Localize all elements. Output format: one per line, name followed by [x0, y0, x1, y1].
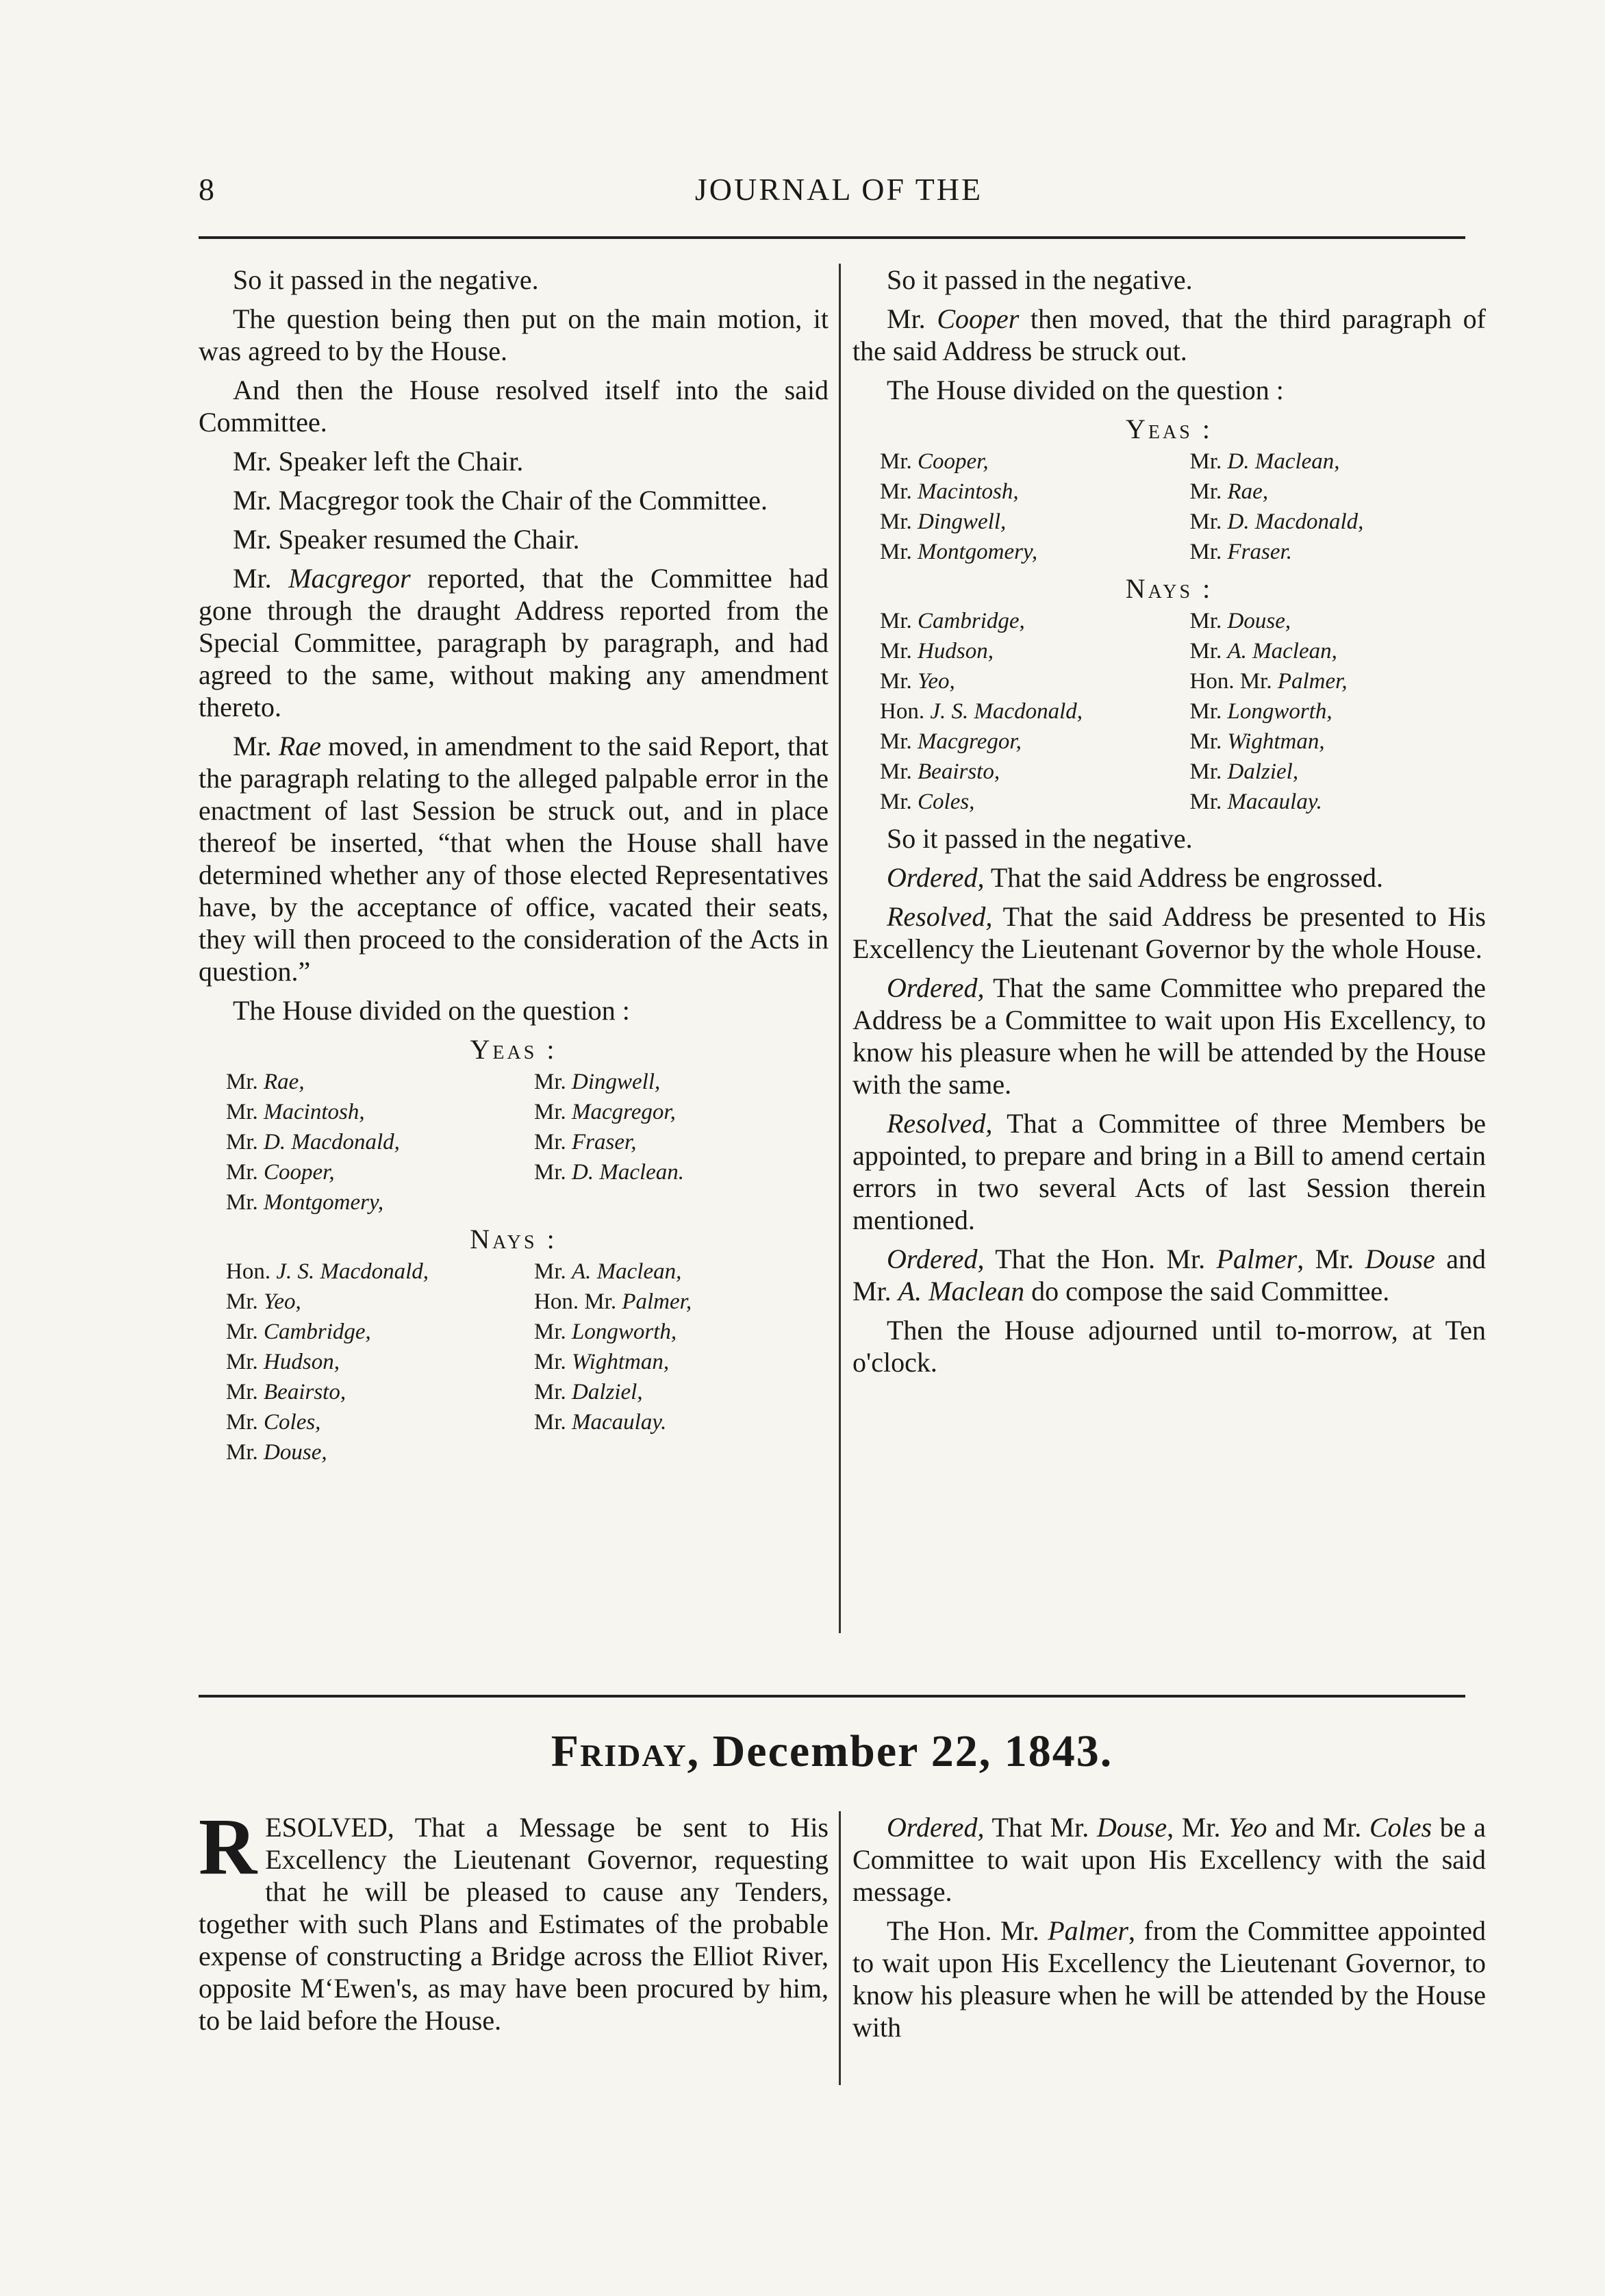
date-heading: Friday, December 22, 1843. — [551, 1726, 1113, 1776]
member-name: Macgregor — [288, 563, 411, 594]
friday-right-column — [852, 1811, 1486, 2050]
vote-member — [534, 1187, 829, 1218]
friday-left-column — [199, 1802, 829, 2043]
vote-member: Mr. Hudson, — [880, 639, 994, 664]
paragraph: Ordered, That Mr. Douse, Mr. Yeo and Mr. Coles be a Committee to wait upon His Excellency with the said message. — [852, 1812, 1487, 1907]
drop-cap: R — [199, 1802, 257, 1891]
header-rule — [199, 236, 1465, 239]
paragraph: Ordered, That the Hon. Mr. Palmer, Mr. Douse and Mr. A. Maclean do compose the said Committee. — [852, 1244, 1487, 1307]
vote-member: Mr. Macaulay. — [534, 1410, 667, 1435]
paragraph: So it passed in the negative. — [887, 264, 1193, 295]
vote-member: Mr. Cambridge, — [226, 1320, 371, 1344]
paragraph: The Hon. Mr. Palmer, from the Committee appointed to wait upon His Excellency the Lieutenant Governor, to know his pleasure when he will be attended by the House with — [852, 1915, 1486, 2043]
page-header — [199, 171, 1479, 226]
paragraph: Ordered, That the same Committee who prepared the Address be a Committee to wait upon His Excellency, to know his pleasure when he will be attended by the House with the same. — [852, 972, 1486, 1100]
vote-member: Hon. Mr. Palmer, — [534, 1289, 692, 1314]
vote-member: Mr. D. Maclean. — [534, 1160, 685, 1185]
paragraph: So it passed in the negative. — [887, 823, 1193, 854]
vote-member: Mr. Macgregor, — [534, 1100, 676, 1124]
vote-member: Mr. Beairsto, — [226, 1380, 346, 1404]
nays-heading: Nays : — [470, 1224, 557, 1254]
paragraph: RESOLVED, That a Message be sent to His Excellency the Lieutenant Governor, requesting that he will be pleased to cause any Tenders, together with such Plans and Estimates of the probable expense of constructing a Bridge across the Elliot River, opposite M‘Ewen's, as may have been procured by him, to be laid before the House. — [199, 1802, 829, 2036]
paragraph: Then the House adjourned until to-morrow, at Ten o'clock. — [852, 1315, 1486, 1378]
nays-list — [852, 606, 1486, 817]
vote-member: Mr. Wightman, — [534, 1350, 670, 1374]
vote-member: Mr. Coles, — [880, 790, 975, 814]
paragraph: And then the House resolved itself into the said Committee. — [199, 375, 829, 438]
vote-member: Mr. Cooper, — [880, 449, 989, 474]
page-number: 8 — [199, 172, 214, 207]
vote-member — [534, 1437, 829, 1467]
vote-member: Mr. Macintosh, — [226, 1100, 365, 1124]
vote-member: Hon. J. S. Macdonald, — [880, 699, 1083, 724]
vote-member: Mr. Montgomery, — [226, 1190, 384, 1215]
vote-member: Mr. A. Maclean, — [1189, 639, 1337, 664]
yeas-list — [852, 446, 1486, 567]
paragraph: Mr. Speaker resumed the Chair. — [233, 524, 580, 555]
vote-member: Mr. Rae, — [226, 1070, 305, 1094]
vote-member: Mr. Rae, — [1189, 479, 1269, 504]
vote-member: Mr. Macaulay. — [1189, 790, 1322, 814]
vote-member: Mr. Douse, — [1189, 609, 1291, 633]
vote-member: Mr. Longworth, — [534, 1320, 677, 1344]
column-divider — [839, 1811, 841, 2085]
paragraph: Mr. Macgregor reported, that the Committee had gone through the draught Address reported from the Special Committee, paragraph by paragraph, and had agreed to the same, without making any amendment thereto. — [199, 563, 829, 722]
paragraph: Mr. Speaker left the Chair. — [233, 446, 524, 477]
nays-list — [199, 1257, 829, 1467]
vote-member: Mr. Dalziel, — [534, 1380, 643, 1404]
vote-member: Mr. Cambridge, — [880, 609, 1025, 633]
vote-member: Mr. A. Maclean, — [534, 1259, 682, 1284]
vote-member: Mr. Yeo, — [226, 1289, 301, 1314]
vote-member: Mr. Fraser. — [1189, 540, 1292, 564]
vote-member: Mr. Yeo, — [880, 669, 955, 694]
vote-member: Hon. J. S. Macdonald, — [226, 1259, 429, 1284]
yeas-heading: Yeas : — [470, 1034, 557, 1065]
vote-member: Mr. Coles, — [226, 1410, 321, 1435]
nays-heading: Nays : — [1125, 573, 1213, 604]
paragraph: Mr. Rae moved, in amendment to the said Report, that the paragraph relating to the alleged palpable error in the enactment of last Session be struck out, and in place thereof be inserted, “that when the House shall have determined whether any of those elected Representatives have, by the acceptance of office, vacated their seats, they will then proceed to the consideration of the Acts in question.” — [199, 731, 829, 987]
vote-member: Mr. D. Macdonald, — [226, 1130, 400, 1155]
paragraph: The House divided on the question : — [887, 375, 1284, 405]
running-title: JOURNAL OF THE — [694, 172, 983, 207]
vote-member: Mr. D. Macdonald, — [1189, 509, 1364, 534]
paragraph: Resolved, That a Committee of three Members be appointed, to prepare and bring in a Bill to amend certain errors in two several Acts of last Session therein mentioned. — [852, 1108, 1486, 1235]
yeas-list — [199, 1067, 829, 1218]
vote-member: Mr. Cooper, — [226, 1160, 335, 1185]
vote-member: Mr. Wightman, — [1189, 729, 1325, 754]
right-column — [852, 264, 1486, 1385]
vote-member: Hon. Mr. Palmer, — [1189, 669, 1348, 694]
paragraph: The House divided on the question : — [233, 995, 630, 1026]
vote-member: Mr. Fraser, — [534, 1130, 637, 1155]
vote-member: Mr. Dalziel, — [1189, 759, 1299, 784]
vote-member: Mr. Beairsto, — [880, 759, 1000, 784]
vote-member: Mr. Hudson, — [226, 1350, 340, 1374]
vote-member: Mr. Dingwell, — [534, 1070, 661, 1094]
vote-member: Mr. Montgomery, — [880, 540, 1038, 564]
member-name: Rae — [278, 731, 322, 761]
vote-member: Mr. Douse, — [226, 1440, 327, 1465]
member-name: Cooper — [937, 303, 1020, 334]
vote-member: Mr. D. Maclean, — [1189, 449, 1340, 474]
vote-member: Mr. Dingwell, — [880, 509, 1007, 534]
paragraph: Mr. Cooper then moved, that the third paragraph of the said Address be struck out. — [852, 303, 1486, 366]
paragraph: The question being then put on the main motion, it was agreed to by the House. — [199, 303, 829, 366]
left-column — [199, 264, 829, 1473]
paragraph: Mr. Macgregor took the Chair of the Committee. — [233, 485, 768, 516]
vote-member: Mr. Longworth, — [1189, 699, 1332, 724]
paragraph: Ordered, That the said Address be engrossed. — [887, 862, 1384, 893]
yeas-heading: Yeas : — [1126, 414, 1213, 444]
vote-member: Mr. Macintosh, — [880, 479, 1019, 504]
section-rule — [199, 1695, 1465, 1698]
vote-member: Mr. Macgregor, — [880, 729, 1022, 754]
paragraph: Resolved, That the said Address be presented to His Excellency the Lieutenant Governor by the whole House. — [852, 901, 1486, 964]
paragraph: So it passed in the negative. — [233, 264, 539, 295]
column-divider — [839, 264, 841, 1633]
